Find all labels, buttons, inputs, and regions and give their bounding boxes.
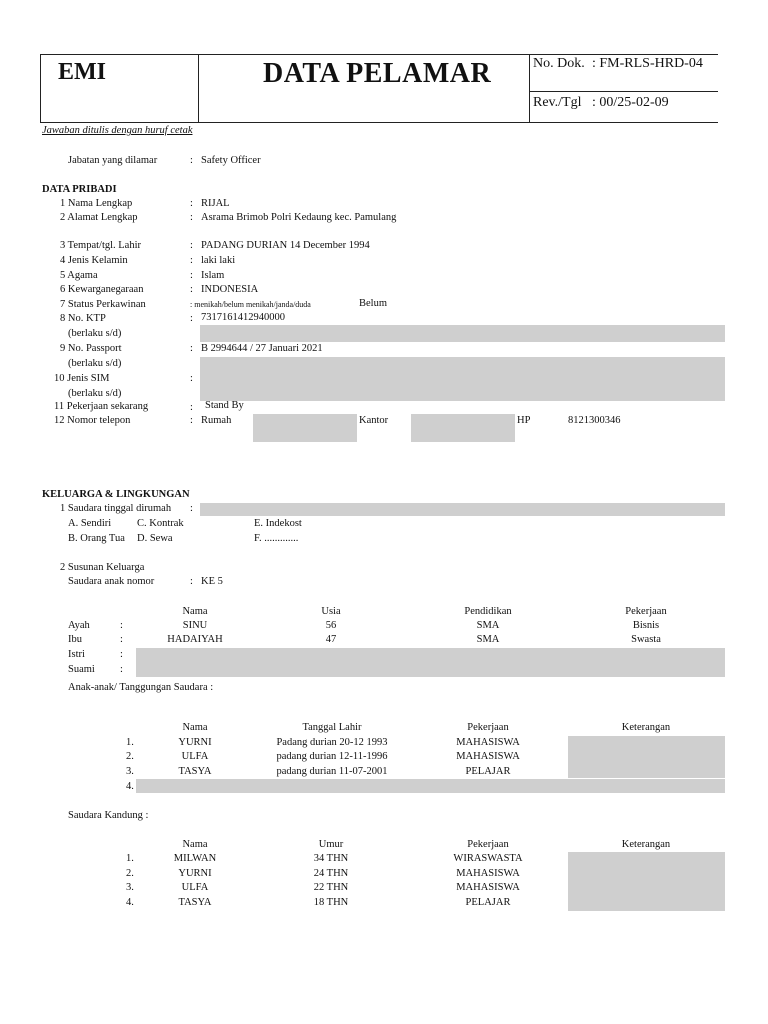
col-header-usia: Usia bbox=[321, 606, 341, 617]
row-pekerjaan: MAHASISWA bbox=[456, 751, 520, 762]
istri-label: Istri bbox=[68, 649, 85, 660]
jabatan-label: Jabatan yang dilamar bbox=[68, 155, 158, 166]
row-tgl: padang durian 11-07-2001 bbox=[276, 766, 388, 777]
suami-label: Suami bbox=[68, 664, 95, 675]
row-umur: 18 THN bbox=[313, 897, 349, 908]
option-f: F. ............. bbox=[254, 533, 299, 544]
ktp-label: 8 No. KTP bbox=[60, 313, 106, 324]
tg-row4-field[interactable] bbox=[136, 779, 725, 793]
row-umur: 22 THN bbox=[313, 882, 349, 893]
colon: : bbox=[190, 284, 193, 295]
sk-keterangan-field[interactable] bbox=[568, 852, 725, 911]
doc-no-value: : FM-RLS-HRD-04 bbox=[592, 56, 703, 71]
colon: : bbox=[190, 415, 193, 426]
sk-header-nama: Nama bbox=[182, 839, 208, 850]
section-keluarga: KELUARGA & LINGKUNGAN bbox=[42, 489, 190, 500]
row-nama: MILWAN bbox=[173, 853, 217, 864]
ibu-usia: 47 bbox=[325, 634, 337, 645]
saudara-tinggal-field[interactable] bbox=[200, 503, 725, 516]
row-no: 2. bbox=[126, 751, 134, 762]
agama-label: 5 Agama bbox=[60, 270, 98, 281]
jabatan-colon: : bbox=[190, 155, 193, 166]
colon: : bbox=[190, 373, 193, 384]
colon: : bbox=[190, 313, 193, 324]
colon: : bbox=[190, 343, 193, 354]
pekerjaan-value: Stand By bbox=[205, 400, 244, 411]
row-no: 4. bbox=[126, 781, 134, 792]
option-a: A. Sendiri bbox=[68, 518, 112, 529]
agama-value: Islam bbox=[201, 270, 225, 281]
telepon-label: 12 Nomor telepon bbox=[54, 415, 131, 426]
passport-label: 9 No. Passport bbox=[60, 343, 122, 354]
page-title: DATA PELAMAR bbox=[263, 58, 492, 89]
sim-berlaku-label: (berlaku s/d) bbox=[68, 388, 122, 399]
kandung-title: Saudara Kandung : bbox=[68, 810, 149, 821]
istri-suami-field[interactable] bbox=[136, 648, 725, 677]
option-c: C. Kontrak bbox=[137, 518, 184, 529]
row-pekerjaan: MAHASISWA bbox=[456, 737, 520, 748]
ktp-berlaku-field[interactable] bbox=[200, 325, 725, 342]
colon: : bbox=[190, 503, 193, 514]
hp-value: 8121300346 bbox=[568, 415, 621, 426]
passport-berlaku-label: (berlaku s/d) bbox=[68, 358, 122, 369]
nama-label: 1 Nama Lengkap bbox=[60, 198, 133, 209]
row-no: 4. bbox=[126, 897, 134, 908]
sim-label: 10 Jenis SIM bbox=[54, 373, 110, 384]
colon: : bbox=[190, 576, 193, 587]
jabatan-value: Safety Officer bbox=[201, 155, 261, 166]
colon: : bbox=[190, 255, 193, 266]
tg-header-nama: Nama bbox=[182, 722, 208, 733]
rumah-label: Rumah bbox=[201, 415, 232, 426]
row-nama: TASYA bbox=[178, 766, 212, 777]
ayah-usia: 56 bbox=[325, 620, 337, 631]
row-nama: TASYA bbox=[178, 897, 212, 908]
tg-header-tgl: Tanggal Lahir bbox=[302, 722, 362, 733]
option-e: E. Indekost bbox=[254, 518, 302, 529]
row-pekerjaan: PELAJAR bbox=[465, 766, 511, 777]
row-pekerjaan: WIRASWASTA bbox=[453, 853, 523, 864]
row-pekerjaan: PELAJAR bbox=[465, 897, 511, 908]
option-d: D. Sewa bbox=[137, 533, 173, 544]
ayah-nama: SINU bbox=[182, 620, 208, 631]
row-no: 2. bbox=[126, 868, 134, 879]
ibu-nama: HADAIYAH bbox=[167, 634, 223, 645]
ayah-pendidikan: SMA bbox=[476, 620, 500, 631]
hp-label: HP bbox=[517, 415, 531, 426]
company-logo-text: EMI bbox=[58, 59, 106, 85]
section-data-pribadi: DATA PRIBADI bbox=[42, 184, 117, 195]
jk-label: 4 Jenis Kelamin bbox=[60, 255, 128, 266]
row-no: 1. bbox=[126, 853, 134, 864]
sk-header-umur: Umur bbox=[318, 839, 344, 850]
colon: : bbox=[190, 198, 193, 209]
ktp-berlaku-label: (berlaku s/d) bbox=[68, 328, 122, 339]
jk-value: laki laki bbox=[201, 255, 236, 266]
sk-header-keterangan: Keterangan bbox=[621, 839, 671, 850]
col-header-nama: Nama bbox=[182, 606, 208, 617]
alamat-label: 2 Alamat Lengkap bbox=[60, 212, 138, 223]
row-nama: ULFA bbox=[181, 882, 209, 893]
tg-header-pekerjaan: Pekerjaan bbox=[467, 722, 509, 733]
row-no: 3. bbox=[126, 766, 134, 777]
warga-label: 6 Kewarganegaraan bbox=[60, 284, 144, 295]
anak-nomor-value: KE 5 bbox=[201, 576, 223, 587]
sk-header-pekerjaan: Pekerjaan bbox=[467, 839, 509, 850]
susunan-label: 2 Susunan Keluarga bbox=[60, 562, 145, 573]
saudara-tinggal-label: 1 Saudara tinggal dirumah bbox=[60, 503, 172, 514]
kantor-label: Kantor bbox=[359, 415, 389, 426]
row-tgl: padang durian 12-11-1996 bbox=[276, 751, 388, 762]
ibu-pekerjaan: Swasta bbox=[631, 634, 661, 645]
colon: : bbox=[120, 634, 123, 645]
ktp-value: 7317161412940000 bbox=[201, 312, 285, 323]
kantor-phone-field[interactable] bbox=[411, 414, 515, 442]
ibu-label: Ibu bbox=[68, 634, 82, 645]
tanggungan-title: Anak-anak/ Tanggungan Saudara : bbox=[68, 682, 214, 693]
col-header-pekerjaan: Pekerjaan bbox=[625, 606, 667, 617]
status-options: : menikah/belum menikah/janda/duda bbox=[190, 300, 311, 309]
ibu-pendidikan: SMA bbox=[476, 634, 500, 645]
warga-value: INDONESIA bbox=[201, 284, 259, 295]
row-umur: 24 THN bbox=[313, 868, 349, 879]
ayah-pekerjaan: Bisnis bbox=[632, 620, 660, 631]
colon: : bbox=[120, 664, 123, 675]
colon: : bbox=[190, 402, 193, 413]
status-value: Belum bbox=[359, 298, 387, 309]
col-header-pendidikan: Pendidikan bbox=[464, 606, 512, 617]
row-umur: 34 THN bbox=[313, 853, 349, 864]
anak-nomor-label: Saudara anak nomor bbox=[68, 576, 155, 587]
sim-field[interactable] bbox=[200, 357, 725, 401]
row-tgl: Padang durian 20-12 1993 bbox=[276, 737, 388, 748]
tg-keterangan-field[interactable] bbox=[568, 736, 725, 778]
row-nama: YURNI bbox=[178, 868, 212, 879]
row-nama: YURNI bbox=[178, 737, 212, 748]
row-no: 3. bbox=[126, 882, 134, 893]
alamat-value: Asrama Brimob Polri Kedaung kec. Pamulang bbox=[201, 212, 397, 223]
row-nama: ULFA bbox=[181, 751, 209, 762]
rumah-phone-field[interactable] bbox=[253, 414, 357, 442]
rev-label: Rev./Tgl bbox=[533, 95, 582, 110]
ayah-label: Ayah bbox=[68, 620, 90, 631]
colon: : bbox=[190, 240, 193, 251]
doc-no-label: No. Dok. bbox=[533, 56, 585, 71]
nama-value: RIJAL bbox=[201, 198, 230, 209]
tg-header-keterangan: Keterangan bbox=[621, 722, 671, 733]
ttl-label: 3 Tempat/tgl. Lahir bbox=[60, 240, 142, 251]
colon: : bbox=[120, 620, 123, 631]
colon: : bbox=[190, 212, 193, 223]
status-label: 7 Status Perkawinan bbox=[60, 299, 146, 310]
instruction-note: Jawaban ditulis dengan huruf cetak bbox=[42, 125, 193, 136]
row-pekerjaan: MAHASISWA bbox=[456, 868, 520, 879]
row-pekerjaan: MAHASISWA bbox=[456, 882, 520, 893]
rev-value: : 00/25-02-09 bbox=[592, 95, 669, 110]
row-no: 1. bbox=[126, 737, 134, 748]
colon: : bbox=[120, 649, 123, 660]
pekerjaan-label: 11 Pekerjaan sekarang bbox=[54, 401, 149, 412]
option-b: B. Orang Tua bbox=[68, 533, 125, 544]
passport-value: B 2994644 / 27 Januari 2021 bbox=[201, 343, 323, 354]
ttl-value: PADANG DURIAN 14 December 1994 bbox=[201, 240, 370, 251]
colon: : bbox=[190, 270, 193, 281]
